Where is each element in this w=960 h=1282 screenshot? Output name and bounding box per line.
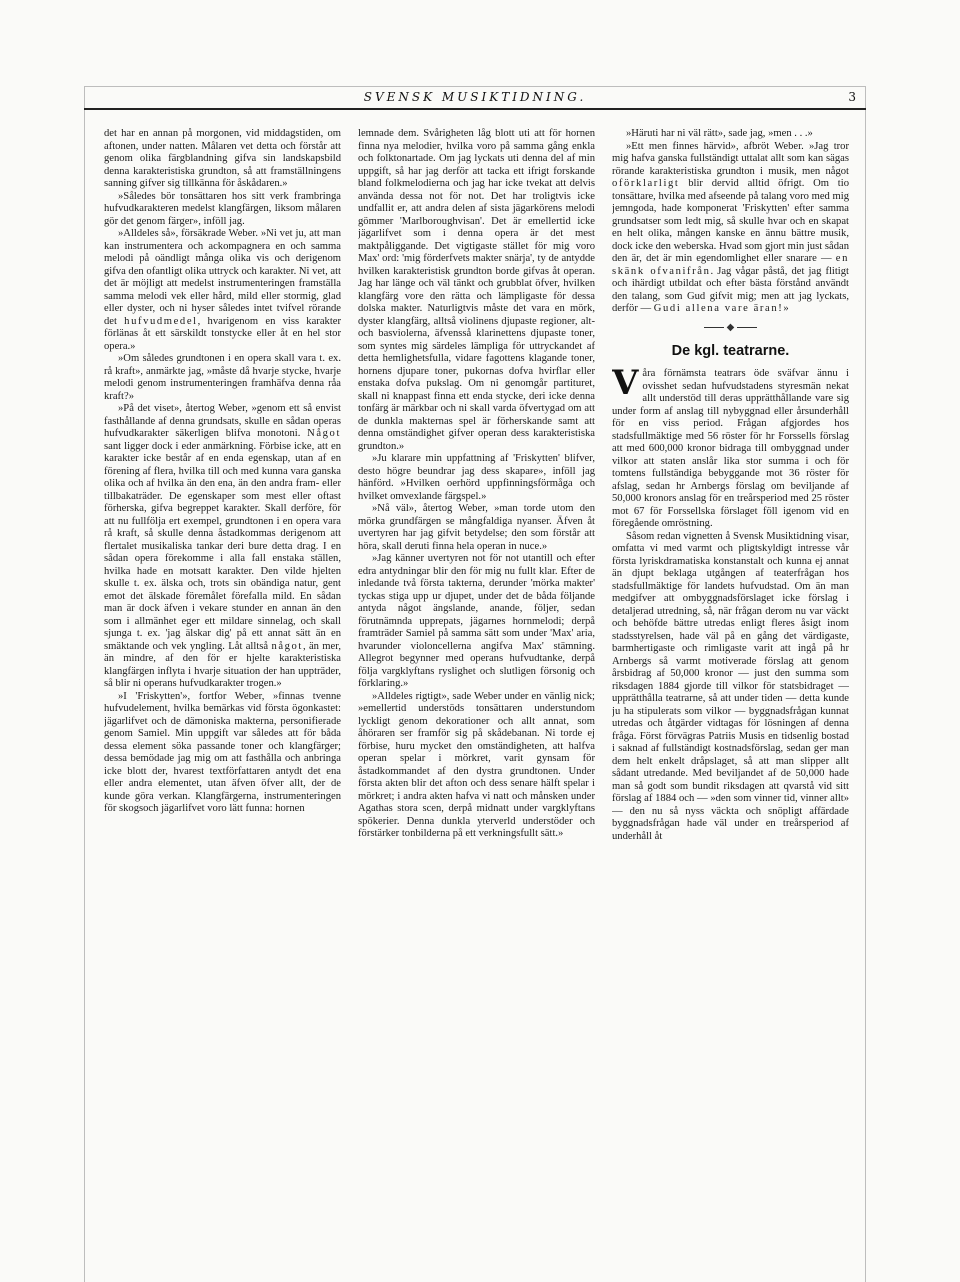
text-run: »Ett men finnes härvid», afbröt Weber. »Jag tror mig hafva ganska fullständigt uttalat allt som kan sägas rörande karakteristiska grundton i musik, men något [612,140,849,177]
text-run: » [783,303,789,314]
column-2 [358,128,595,1268]
page-header [84,86,866,110]
text-run: sant ligger dock i eder anmärkning. Förbise icke, att en karakter icke består af en enda egenskap, utan af en förening af flera, hvilka till och med kunna vara ganska olika och af hvilka än den ena, än den andra fram- eller tillbakaträder. De egenskaper som mest eller oftast förherska, gifva begreppet karakter. Skall derföre, för att nu fullfölja ert exempel, grundtonen i en opera vara rå kraft, så skulle denna åstadkommas derigenom att flertalet musikaliska tankar deri bure detta drag. I en sådan opera förekomme i alla fall enstaka ställen, hvilka hade en motsatt karakter. Den vilde hjelten skulle t. ex. älska och, trots sin obändiga natur, gent emot det älskade föremålet förefalla mild. En sådan man är dock äfven i vekare stunder en annan än den som i allmänhet eger ett mildare sinnelag, och skall sjunga t. ex. 'jag älskar dig' på ett annat sätt än en smäktande och vek yngling. Låt alltså [104,440,341,652]
paragraph: »Jag känner uvertyren not för not utantill och efter edra antydningar blir den för mig nu fullt klar. Efter de inledande två första takterna, derunder 'mörka makter' tyckas stiga upp ur djupet, under det de båda följande antyda något ängslande, anande, följer, sedan förutnämnda upprepats, jägarnes hornmelodi; derpå framträder Samiel på samma sätt som under 'Max' aria, hvarunder violoncellerna angifva Max' stämning. Allegrot begynner med operans hufvudtanke, derpå följa vargklyftans ryslighet och slutligen försonig och förklaring.» [358,553,595,689]
text-run: åra förnämsta teatrars öde sväfvar ännu i ovisshet sedan hufvudstadens styresmän nekat allt understöd till deras upprätthållande vare sig under form af anslag till nybyggnad eller årsunderhåll för en viss period. Frågan afgjordes hos stadsfullmäktige med 56 röster för hr Forssells förslag att med 600,000 kronor bidraga till ombyggnad under vilkor att staten anslår lika stor summa i och för tomtens fullständiga bebyggande mot 36 röster för afslag, sedan hr Arnbergs förslag om beviljande af 50,000 kronors anslag för en treårsperiod med 25 röster mot 67 för Forssellska förslaget föll igenom vid en föregående omröstning. [612,368,849,529]
paragraph: »Häruti har ni väl rätt», sade jag, »men . . .» [626,128,813,139]
text-run: blir dervid alltid öfrigt. Om tio tonsättare, hvilka med afseende på talang voro med mig jemngoda, hade komponerat 'Friskytten' efter samma grundsatser som ledt mig, så skulle hvar och en skapat en helt olika, mången kanske en ännu bättre musik, dock icke den weberska. Hvad som gjort min just sådan den är, det är min egendomlighet eller snarare — [612,178,849,264]
column-3 [612,128,849,1268]
paragraph [104,228,341,353]
paragraph: lemnade dem. Svårigheten låg blott uti att för hornen finna nya melodier, hvilka voro på samma gång enkla och folktonartade. Om jag lyckats uti denna del af min uppgift, så har jag derför att tacka ett ifrigt forskande bland folkmelodierna och jag har icke tvekat att delvis använda dessa not för not. Det har troligtvis icke undfallit er, att andra delen af sista jägarkörens melodi gömmer 'Marlboroughvisan'. Det är emellertid icke jägarlifvet som i denna opera är det mest maktpåliggande. Det vigtigaste stället för mig voro Max' ord: 'mig förderfvets makter snärja', ty de antydde hvilken karakteristisk grundton borde gifvas åt operan. Jag har länge och väl tänkt och grubblat öfver, hvilken klangfärg vore den rätta och lämpligaste för dessa dolska makter. Naturligtvis måste det vara en mörk, dyster klangfärg, alltså violinens djupaste regioner, alt- och basviolerna, äfvensså klarinettens djupaste toner, som syntes mig särdeles lämpliga för uttryckandet af detta hemlighetsfulla, vidare fagottens klagande toner, hornens djupare toner, pukornas dofva hvirflar eller enstaka dofva pukslag. Om ni genomgår partituret, skall ni knappast finna ett enda stycke, deri icke denna tonfärg är märkbar och ni skall varda öfvertygad om att de dunkla makternas spel är förherskande samt att denna omständighet gifver operan dess karakteristiska grundton.» [358,128,595,452]
paragraph: »Ju klarare min uppfattning af 'Friskytten' blifver, desto högre beundrar jag dess skapare», inföll jag hänförd. »Hvilken oerhörd uppfinningsförmåga och hvilket omvexlande färgspel.» [358,453,595,502]
text-run: . Jag vågar påstå, det jag flitigt och ihärdigt utbildat och efter bästa förstånd användt den talang, som Gud gifvit mig; men att jag lyckats, derför — [612,265,849,314]
spaced-emphasis: oförklarligt [612,178,680,189]
section-ornament: ◆ [612,322,849,335]
paragraph: »Om således grundtonen i en opera skall vara t. ex. rå kraft», anmärkte jag, »måste då hvarje stycke, hvarje melodi genom instrumenteringen framhäfva denna råa kraft?» [104,353,341,402]
paragraph [612,363,849,531]
spaced-emphasis: Gudi allena vare äran! [653,303,784,314]
drop-cap: V [612,363,639,403]
page-number: 3 [848,90,856,104]
spaced-emphasis: hufvudmedel [124,315,198,327]
paragraph: det har en annan på morgonen, vid middagstiden, om aftonen, under natten. Målaren vet detta och förstår att genom olika färgblandning gifva sin landskapsbild denna karakteristiska grundton, så att framställningens sanning gifver sig tillkänna för åskådaren.» [104,128,341,189]
text-run: , än mer, än mindre, af den för er hjelte karakteristiska klangfärgen inflyta i hvarje situation der han uppträder, så blir ni operans hufvudkarakter trogen.» [104,640,341,689]
section-title: De kgl. teatrarne. [671,343,790,359]
paragraph: »Nå väl», återtog Weber, »man torde utom den mörka grundfärgen se mångfaldiga nyanser. Äfven åt uvertyren har jag gifvit betydelse; den som förstår att höra, skall deruti finna hela operan in nuce.» [358,503,595,552]
paragraph: Såsom redan vignetten å Svensk Musiktidning visar, omfatta vi med varmt och pligtskyldigt intresse vår första lyriskdramatiska konstanstalt och kunna ej annat än djupt beklaga utgången af teaterfrågan hos stadsfullmäktige för landets hufvudstad. Om än man medgifver att ombyggnadsförslaget icke förslag i detaljerad utredning, så, när frågan derom nu var väckt och behöfde bättre utredas enligt fleres åsigt inom stadsstyrelsen, hade väl på en gång det värdigaste, barmhertigaste och rimligaste varit att ingå på hr Arnbergs så varmt motiverade förslag att genom årsbidrag af 50,000 kronor — just den summa som riksdagen 1884 gjorde till vilkor för statsbidraget — upprätthålla teatrarne, så att under tiden — detta kunde ju ha stipulerats som vilkor — byggnadsfrågan kunnat utredas och åtgärder vidtagas för lösningen af denna fråga. Först förvägras Patriis Musis en tidsenlig bostad i saknad af fullständigt kostnadsförslag, sedan ger man dem helt enkelt dråpslaget, så att man slipper allt sådant utredande. Med beviljandet af de 50,000 hade man så godt som bundit riksdagen att qvarstå vid sitt förslag af 1884 och — »den som vinner tid, vinner allt» — den nu så nyss väckta och snöpligt affärdade byggnadsfrågan hade väl under en treårsperiod af underhåll åt [612,530,849,842]
spaced-emphasis: en skänk ofvanifrån [612,253,849,277]
paragraph [612,141,849,316]
text-run: »På det viset», återtog Weber, »genom ett så envist fasthållande af denna grundsats, skulle en sådan operas hufvudkarakter säkerligen blifva monotoni. [104,403,341,439]
paragraph [104,403,341,691]
text-run: »Alldeles så», försäkrade Weber. »Ni vet ju, att man kan instrumentera och ackompagnera en och samma melodi på oändligt många olika vis och derigenom gifva den ofantligt olika uttryck och karakter. Ni vet, att det är möjligt att medelst instrumenteringen framställa samma melodi vek eller hård, mild eller stormig, glad eller dyster, och ni hyser således intet tvifvel rörande det [104,228,341,327]
paragraph: »Således bör tonsättaren hos sitt verk frambringa hufvudkarakteren medelst klangfärgen, liksom målaren gör det genom färger», inföll jag. [104,190,341,227]
running-title: SVENSK MUSIKTIDNING. [363,90,587,104]
spaced-emphasis: något [271,640,303,652]
spaced-emphasis: Något [307,428,341,439]
column-1 [104,128,341,1268]
paragraph: »Alldeles rigtigt», sade Weber under en vänlig nick; »emellertid understöds tonsättaren understundom lyckligt genom dekorationer och allt annat, som åhöraren ser framför sig på skådebanan. Ni torde ej förbise, huru mycket den omständigheten, att halfva operan spelar i mörkret, varit gynsam för åstadkommandet af den dystra grundtonen. Under första akten blir det afton och dess senare hälft spelar i mörkret; i andra akten hafva vi natt och månsken under Agathas stora scen, derpå midnatt under vargklyftans spökerier. Denna dunkla yterverld understöder och förstärker tonbilderna på ett verkningsfullt sätt.» [358,690,595,839]
paragraph: »I 'Friskytten'», fortfor Weber, »finnas tvenne hufvudelement, hvilka bemärkas vid första ögonkastet: jägarlifvet och de dämoniska makterna, personifierade genom Samiel. Min uppgift var således att för båda dessa element söka passande toner och klangfärger; dessa bemödade jag mig om att fasthålla och anbringa icke blott der, hvarest textförfattaren antydt det ena eller andra elementet, utan äfven öfver allt, der de kunde göra verkan. Klangfärgerna, instrumenteringen för skogsoch jägarlifvet voro lätt funna: hornen [104,690,341,814]
text-run: , hvarigenom en viss karakter förlänas åt ett särskildt tonstycke eller åt en hel stor opera.» [104,315,341,352]
